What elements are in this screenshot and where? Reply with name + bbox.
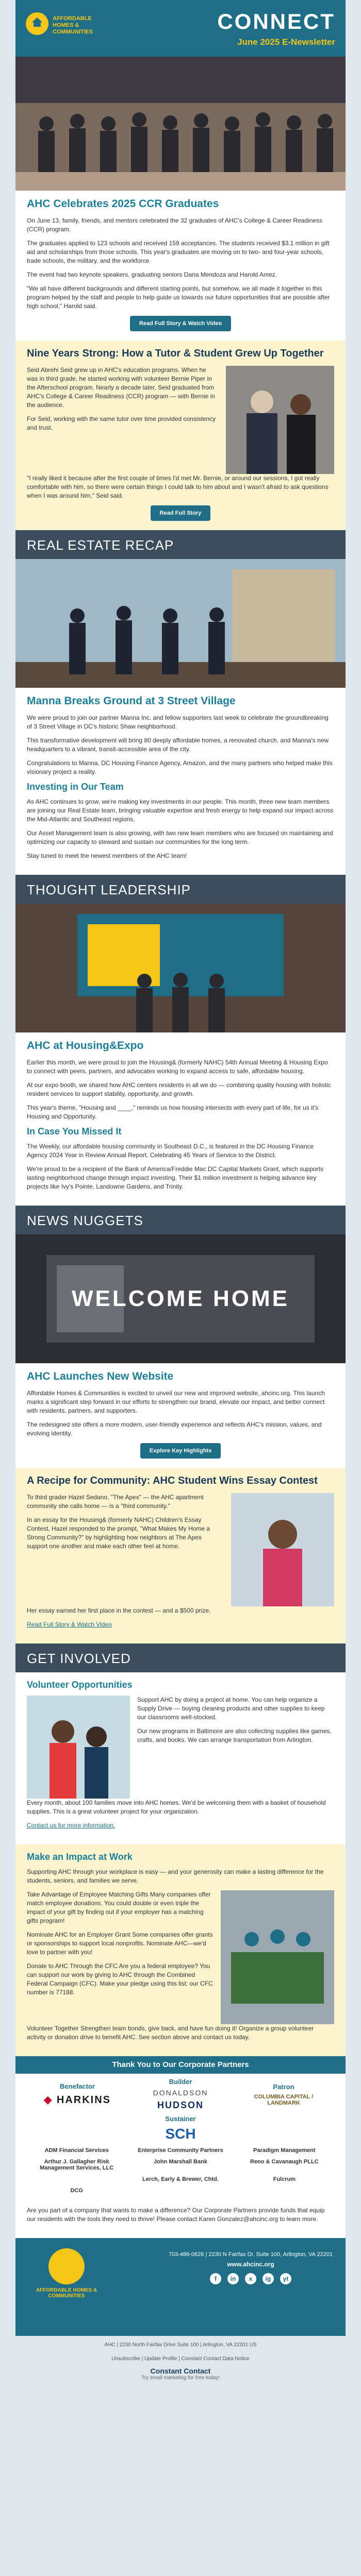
sponsor-name: Enterprise Community Partners — [138, 2147, 223, 2154]
facebook-icon[interactable]: f — [210, 2273, 221, 2284]
missed-title: In Case You Missed It — [27, 1126, 122, 1137]
ccr-section: AHC Celebrates 2025 CCR Graduates On June 13, family, friends, and mentors celebrated the 32 graduates of AHC's College & Career Readiness (CCR) program. The graduates applied to 123 schools and received 159 acceptances. The students received $3.1 million in gift aid and scholarships from those schools. This year's graduates are moving on to two- and four-year schools, trade schools, the military, and the workforce. The event had two keynote speakers, graduating seniors Dana Mendoza and Harold Amez. "We all have different backgrounds and different starting points, but somehow, we all made it together in this program helped by the staff and people to help guide us towards our future opportunities that are possible after high school," Harold said. Read Full Story & Watch Video — [15, 191, 346, 341]
ccr-read-button[interactable]: Read Full Story & Watch Video — [130, 316, 231, 331]
footer-links[interactable]: Unsubscribe | Update Profile | Constant Contact Data Notice — [111, 2356, 250, 2362]
sponsor-name: Reno & Cavanaugh PLLC — [250, 2159, 319, 2165]
real-estate-band: REAL ESTATE RECAP — [15, 530, 346, 559]
ahc-logo[interactable]: AFFORDABLE HOMES & COMMUNITIES — [26, 9, 108, 40]
sponsor-name: Arthur J. Gallagher Risk Management Services, LLC — [40, 2159, 114, 2171]
thought-leadership-band: THOUGHT LEADERSHIP — [15, 875, 346, 904]
donaldson-logo[interactable]: DONALDSON — [153, 2089, 208, 2097]
sponsor-name: DCG — [70, 2188, 83, 2194]
partners-header: Thank You to Our Corporate Partners — [15, 2056, 346, 2074]
sch-logo[interactable]: SCH — [165, 2126, 196, 2142]
website-banner[interactable] — [15, 1234, 346, 1363]
newsletter-title: CONNECT — [217, 9, 335, 33]
expo-title: AHC at Housing&Expo — [27, 1040, 144, 1052]
linkedin-icon[interactable]: in — [227, 2273, 239, 2284]
columbia-capital-logo[interactable]: COLUMBIA CAPITAL / LANDMARK — [254, 2093, 314, 2106]
expo-booth-photo — [15, 904, 346, 1032]
sponsor-name: ADM Financial Services — [44, 2147, 109, 2154]
volunteer-photo — [27, 1696, 130, 1799]
footer-logo[interactable]: AFFORDABLE HOMES & COMMUNITIES — [28, 2248, 105, 2305]
partner-logos-top: Benefactor ◆ HARKINS Builder DONALDSON HUDSON Patron COLUMBIA CAPITAL / LANDMARK — [15, 2074, 346, 2115]
welcome-home-text: WELCOME HOME — [72, 1286, 289, 1311]
newsletter — [15, 0, 346, 2336]
youtube-icon[interactable]: yt — [280, 2273, 291, 2284]
x-icon[interactable]: x — [245, 2273, 256, 2284]
missed-item: The Weekly, our affordable housing community in Southeast D.C., is featured in the DC Housing Finance Agency 2024 Year in Review Annual Report. Celebrating 45 Years of Service to the District. — [27, 1143, 314, 1159]
manna-title: Manna Breaks Ground at 3 Street Village — [27, 695, 236, 707]
volunteer-contact-link[interactable]: Contact us for more information. — [27, 1822, 116, 1829]
recipe-title: A Recipe for Community: AHC Student Wins Essay Contest — [27, 1475, 318, 1486]
partners-closing: Are you part of a company that wants to make a difference? Our Corporate Partners provide funds that equip our residents with the tools they need to thrive! Please contact Karen Gonzalez@ahcinc.org to learn more. — [27, 2207, 325, 2223]
footer-website-link[interactable]: www.ahcinc.org — [227, 2261, 274, 2268]
investing-title: Investing in Our Team — [27, 782, 124, 792]
nine-years-read-button[interactable]: Read Full Story — [151, 505, 211, 521]
instagram-icon[interactable]: ig — [262, 2273, 274, 2284]
ccr-group-photo — [15, 57, 346, 191]
news-band: NEWS NUGGETS — [15, 1206, 346, 1234]
volunteer-title: Volunteer Opportunities — [27, 1680, 133, 1690]
house-logo-icon — [26, 12, 48, 35]
hudson-logo[interactable]: HUDSON — [157, 2100, 204, 2110]
sponsor-grid — [15, 2142, 346, 2199]
recipe-read-link[interactable]: Read Full Story & Watch Video — [27, 1621, 112, 1628]
volunteer-section: Volunteer Opportunities Support AHC by doing a project at home. You can help organize a Supply Drive — buying cleaning products and other supplies to keep our classrooms well-stocked. Our new programs in Baltimore are also collecting supplies like games, crafts, and books. We can arrange transportation from Arlington. Every month, about 100 families move into AHC homes. We'd be welcoming them with a basket of household supplies. This is a great volunteer project for your organization. Contact us for more information. — [15, 1672, 346, 1844]
sustainer-row: Sustainer SCH — [15, 2115, 346, 2142]
groundbreaking-photo — [15, 559, 346, 688]
impact-title: Make an Impact at Work — [27, 1852, 133, 1862]
nine-years-title: Nine Years Strong: How a Tutor & Student Grew Up Together — [27, 348, 324, 359]
sponsor-name: Fulcrum — [273, 2176, 296, 2182]
news-section: AHC Launches New Website Affordable Homes & Communities is excited to unveil our new and improved website, ahcinc.org. This launch marks a significant step forward in our efforts to strengthen our brand, elevate our impact, and better connect with residents, partners, and supporters. The redesigned site offers a more modern, user-friendly experience and reflects AHC's mission, values, and evolving identity. Explore Key Highlights — [15, 1363, 346, 1468]
impact-section: Make an Impact at Work Supporting AHC through your workplace is easy — and your generosity can make a lasting difference for the students, seniors, and families we serve. Take Advantage of Employee Matching Gifts Many companies offer match employee donations. You could double or even triple the impact of your gift by finding out if your employer has a matching gifts program! Nominate AHC for an Employer Grant Some companies offer grants or sponsorships to support local nonprofits. Nominate AHC—we'd love to partner with you! Donate to AHC Through the CFC Are you a federal employee? You can support our work by giving to AHC through the Combined Federal Campaign (CFC). Make your pledge using this list: our CFC number is 77188. Volunteer Together Strengthen team bonds, give back, and have fun doing it! Organize a group volunteer activity or donation drive to benefit AHC. See section above and contact us today. — [15, 1844, 346, 2056]
tutor-student-photo — [226, 366, 334, 474]
missed-item: We're proud to be a recipient of the Bank of America/Freddie Mac DC Capital Markets Grant, which supports lasting neighborhood change through impact investing. Their $1 million investment is helping advance key projects like Ivy's Pointe, Landowne Gardens, and Trinity. — [27, 1165, 323, 1190]
impact-photo — [221, 1890, 334, 2024]
newsletter-footer — [15, 2238, 346, 2336]
ccr-title: AHC Celebrates 2025 CCR Graduates — [27, 198, 219, 210]
real-estate-section: Manna Breaks Ground at 3 Street Village We were proud to join our partner Manna Inc. and fellow supporters last week to celebrate the groundbreaking of 3 Street Village in DC's historic Shaw neighborhood. This transformative development will bring 80 deeply affordable homes, a renovated church, and Manna's new headquarters to a vibrant, transit-accessible area of the city. Congratulations to Manna, DC Housing Finance Agency, Amazon, and the many partners who helped make this visionary project a reality. Investing in Our Team As AHC continues to grow, we're making key investments in our people. This month, three new team members are joining our Real Estate team, bringing valuable expertise and fresh energy to help expand our impact across the Mid-Atlantic and Southeast regions. Our Asset Management team is also growing, with two new team members who are focused on maintaining and optimizing our capacity to steward and sustain our communities for the long term. Stay tuned to meet the newest members of the AHC team! — [27, 695, 334, 859]
website-title: AHC Launches New Website — [27, 1370, 174, 1382]
get-involved-band: GET INVOLVED — [15, 1643, 346, 1672]
footer-legal: AHC | 2230 North Fairfax Drive Suite 100 | Arlington, VA 22201 US — [104, 2342, 257, 2348]
sponsor-name: Lerch, Early & Brewer, Chtd. — [142, 2176, 219, 2182]
thought-section: AHC at Housing&Expo Earlier this month, we were proud to join the Housing& (formerly NAHC) 54th Annual Meeting & Housing Expo to connect with peers, partners, and advocates working to expand access to safe, affordable housing. At our expo booth, we shared how AHC centers residents in all we do — combining quality housing with holistic resident services to support stability, opportunity, and growth. This year's theme, "Housing and ____," reminds us how housing intersects with every part of life, for us it's Housing and Opportunity. In Case You Missed It The Weekly, our affordable housing community in Southeast D.C., is featured in the DC Housing Finance Agency 2024 Year in Review Annual Report. Celebrating 45 Years of Service to the District. We're proud to be a recipient of the Bank of America/Freddie Mac DC Capital Markets Grant, which supports lasting neighborhood change through impact investing. Their $1 million investment is helping advance key projects like Ivy's Pointe, Landowne Gardens, and Trinity. — [15, 1032, 346, 1206]
nine-years-section: Nine Years Strong: How a Tutor & Student Grew Up Together Seid Abrehi Seid grew up in AHC's education programs. When he was in third grade, he started working with volunteer Bernie Piper in the Afterschool program. Nearly a decade later, Seid graduated from AHC's College & Career Readiness (CCR) program — with Bernie in the audience. For Seid, working with the same tutor over time provided consistency and trust. "I really liked it because after the first couple of times I'd met Mr. Bernie, or around our sessions, I got really comfortable with him, so there were certain things I could talk to him about and I wasn't afraid to ask questions when I was around him," Seid said. Read Full Story — [15, 341, 346, 530]
sponsor-name: Paradigm Management — [253, 2147, 316, 2154]
recipe-section: A Recipe for Community: AHC Student Wins Essay Contest To third grader Hazel Sedano, "The Apex" — the AHC apartment community she calls home — is a "third community." In an essay for the Housing& (formerly NAHC) Children's Essay Contest, Hazel responded to the prompt, "What Makes My Home a Strong Community?" by highlighting how neighbors at The Apex support one another and make each other feel at home. Her essay earned her first place in the contest — and a $500 prize. Read Full Story & Watch Video — [15, 1468, 346, 1643]
newsletter-header — [15, 0, 346, 57]
edition-label: June 2025 E-Newsletter — [237, 37, 335, 47]
essay-winner-photo — [231, 1493, 334, 1606]
harkins-logo[interactable]: ◆ HARKINS — [43, 2094, 111, 2106]
explore-highlights-button[interactable]: Explore Key Highlights — [140, 1443, 221, 1459]
footer-address: 703-486-0626 | 2230 N Fairfax Dr. Suite 100, Arlington, VA 22201 — [168, 2251, 333, 2258]
social-icons — [168, 2273, 333, 2284]
sponsor-name: John Marshall Bank — [154, 2159, 207, 2165]
constant-contact-badge[interactable]: Constant Contact Try email marketing for free today! — [141, 2367, 220, 2381]
sponsor-name — [29, 2176, 124, 2182]
